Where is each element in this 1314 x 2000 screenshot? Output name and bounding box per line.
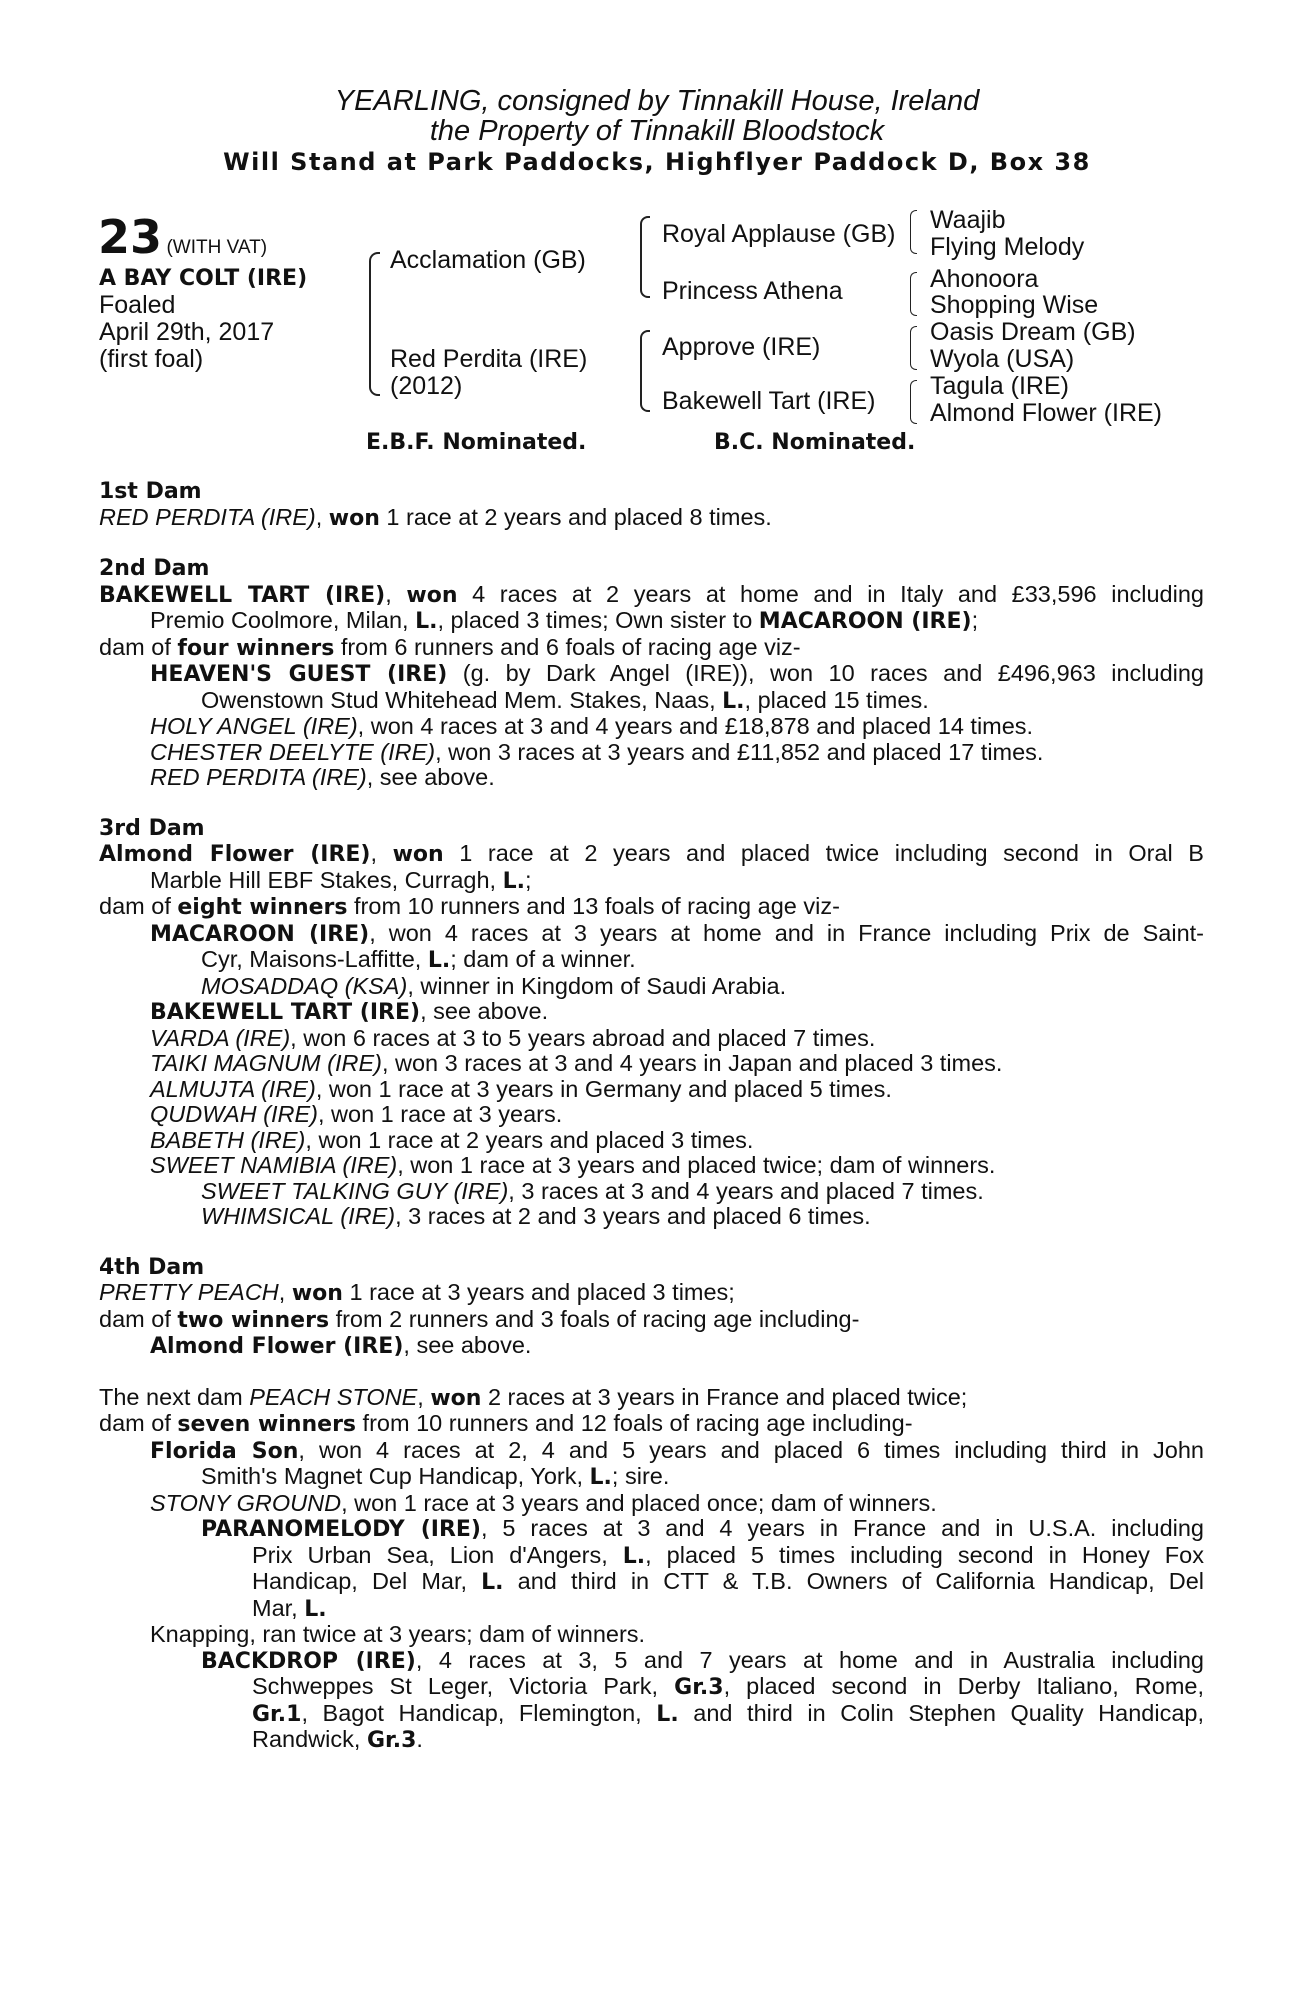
winners-count: seven winners xyxy=(177,1412,357,1437)
progeny-text: ; dam of a winner. xyxy=(450,946,636,972)
next-dam-text: 2 races at 3 years in France and placed twice; xyxy=(481,1383,968,1410)
progeny-text: Handicap, Del Mar, xyxy=(252,1568,482,1594)
listed-mark: L. xyxy=(502,868,526,894)
third-dam-heading: 3rd Dam xyxy=(99,815,205,841)
progeny-text: Knapping, ran twice at 3 years; dam of winners. xyxy=(150,1621,646,1647)
second-dam-text: Premio Coolmore, Milan, xyxy=(150,607,416,633)
progeny-text: , placed 5 times including second in Honey Fox xyxy=(645,1541,1204,1568)
second-dam-horse: BAKEWELL TART (IRE) xyxy=(99,582,386,608)
first-dam-section: 1st Dam RED PERDITA (IRE), won 1 race at 2 years and placed 8 times. xyxy=(99,479,1204,531)
first-dam-heading: 1st Dam xyxy=(99,479,202,504)
runners-text: from 2 runners and 3 foals of racing age including- xyxy=(329,1305,860,1332)
pedigree-brace-sire xyxy=(640,216,650,298)
winners-count: four winners xyxy=(177,635,335,661)
bc-nomination: B.C. Nominated. xyxy=(714,430,916,455)
stabling-line: Will Stand at Park Paddocks, Highflyer Paddock D, Box 38 xyxy=(223,148,1091,176)
progeny-horse: CHESTER DEELYTE (IRE) xyxy=(150,738,436,765)
progeny-text: , winner in Kingdom of Saudi Arabia. xyxy=(407,972,787,999)
consignor-line: YEARLING, consigned by Tinnakill House, Ireland xyxy=(334,85,980,117)
progeny-text: , won 1 race at 3 years. xyxy=(317,1101,563,1127)
progeny-text: , see above. xyxy=(403,1332,532,1358)
fourth-dam-text: 1 race at 3 years and placed 3 times; xyxy=(342,1279,735,1305)
progeny-horse: STONY GROUND xyxy=(150,1489,342,1516)
listed-mark: L. xyxy=(589,1465,612,1490)
progeny-horse: SWEET NAMIBIA (IRE) xyxy=(150,1152,398,1178)
fourth-dam-section: 4th Dam PRETTY PEACH, won 1 race at 3 years and placed 3 times; dam of two winners from 2 runners and 3 foals of racing age including- Almond Flower (IRE), see above. xyxy=(99,1255,1204,1360)
progeny-text: , placed 15 times. xyxy=(744,686,929,713)
progeny-horse: RED PERDITA (IRE) xyxy=(150,764,367,790)
winners-count: two winners xyxy=(177,1307,330,1333)
progeny-horse: BACKDROP (IRE) xyxy=(201,1648,416,1674)
ancestor-5: Oasis Dream (GB) xyxy=(930,318,1136,346)
listed-mark: L. xyxy=(415,609,438,634)
progeny-text: , won 3 races at 3 years and £11,852 and placed 17 times. xyxy=(435,738,1044,765)
dam-name: Red Perdita (IRE) xyxy=(390,345,588,373)
lot-number: 23 xyxy=(98,210,163,264)
won-label: won xyxy=(430,1385,482,1411)
ancestor-8: Almond Flower (IRE) xyxy=(930,399,1162,427)
foaled-label: Foaled xyxy=(99,291,176,319)
lot-number-row xyxy=(98,210,267,264)
sire-sire-name: Royal Applause (GB) xyxy=(662,220,896,248)
won-label: won xyxy=(328,505,380,531)
progeny-horse: TAIKI MAGNUM (IRE) xyxy=(150,1050,382,1076)
pedigree-body xyxy=(99,479,1204,1779)
dam-sire-name: Approve (IRE) xyxy=(662,333,821,361)
third-dam-text: Marble Hill EBF Stakes, Curragh, xyxy=(150,866,503,893)
progeny-text: Prix Urban Sea, Lion d'Angers, xyxy=(252,1541,623,1568)
dam-of-label: dam of xyxy=(99,1305,178,1332)
next-dam-section xyxy=(99,1385,1204,1754)
progeny-text: (g. by Dark Angel (IRE)), won 10 races and £496,963 including xyxy=(447,660,1205,686)
progeny-text: , won 4 races at 3 and 4 years and £18,878 and placed 14 times. xyxy=(357,713,1034,739)
third-dam-horse: Almond Flower (IRE) xyxy=(99,842,371,867)
next-dam-horse: PEACH STONE xyxy=(249,1383,418,1410)
progeny-horse: PARANOMELODY (IRE) xyxy=(201,1517,481,1542)
fourth-dam-heading: 4th Dam xyxy=(99,1254,205,1280)
progeny-text: , see above. xyxy=(420,998,549,1024)
second-dam-heading: 2nd Dam xyxy=(99,556,210,581)
progeny-text: , won 4 races at 2, 4 and 5 years and placed 6 times including third in John xyxy=(298,1436,1204,1463)
punctuation: . xyxy=(416,1726,423,1752)
listed-mark: L. xyxy=(656,1701,679,1727)
dam-year: (2012) xyxy=(390,372,463,400)
pedigree-brace-g1 xyxy=(910,210,917,254)
group-mark: Gr.3 xyxy=(366,1728,417,1753)
progeny-text: , placed second in Derby Italiano, Rome, xyxy=(723,1673,1205,1699)
second-dam-text: 4 races at 2 years at home and in Italy and £33,596 including xyxy=(457,580,1204,607)
pedigree-brace-g2 xyxy=(910,272,917,316)
progeny-horse: Florida Son xyxy=(150,1438,299,1464)
progeny-text: , 5 races at 3 and 4 years in France and in U.S.A. including xyxy=(480,1515,1204,1541)
second-dam-section: 2nd Dam BAKEWELL TART (IRE), won 4 races at 2 years at home and in Italy and £33,596 including Premio Coolmore, Milan, L., placed 3 times; Own sister to MACAROON (IRE); dam of four winners from 6 runners and 6 foals of racing age viz- HEAVEN'S GUEST (IRE) (g. by Dark Angel (IRE)), won 10 races and £496,963 including Owenstown Stud Whitehead Mem. Stakes, Naas, L., placed 15 times. HOLY ANGEL (IRE), won 4 races at 3 and 4 years and £18,878 and placed 14 times. CHESTER DEELYTE (IRE), won 3 races at 3 years and £11,852 and placed 17 times. RED PERDITA (IRE), see above. xyxy=(99,556,1205,790)
runners-text: from 10 runners and 12 foals of racing age including- xyxy=(356,1410,913,1436)
progeny-horse: QUDWAH (IRE) xyxy=(150,1101,318,1127)
foal-note: (first foal) xyxy=(99,345,204,373)
progeny-text: , won 1 race at 3 years and placed once; dam of winners. xyxy=(341,1489,937,1516)
won-label: won xyxy=(406,582,458,608)
progeny-text: Cyr, Maisons-Laffitte, xyxy=(201,946,428,972)
progeny-text: Mar, xyxy=(252,1594,305,1621)
ebf-nomination: E.B.F. Nominated. xyxy=(366,430,587,455)
progeny-horse: HEAVEN'S GUEST (IRE) xyxy=(150,662,448,687)
progeny-text: Randwick, xyxy=(252,1726,367,1752)
first-dam-text: 1 race at 2 years and placed 8 times. xyxy=(379,503,772,530)
progeny-text: Owenstown Stud Whitehead Mem. Stakes, Naas, xyxy=(201,686,723,713)
progeny-horse: BAKEWELL TART (IRE) xyxy=(150,1000,421,1025)
foaled-date: April 29th, 2017 xyxy=(99,318,275,346)
dam-of-label: dam of xyxy=(99,1410,178,1436)
progeny-text: ; sire. xyxy=(611,1463,670,1489)
ancestor-2: Flying Melody xyxy=(930,233,1085,261)
property-line: the Property of Tinnakill Bloodstock xyxy=(429,115,885,147)
third-dam-text: 1 race at 2 years and placed twice including second in Oral B xyxy=(443,840,1204,866)
progeny-text: , won 4 races at 3 years at home and in France including Prix de Saint- xyxy=(369,919,1204,946)
fourth-dam-horse: PRETTY PEACH xyxy=(99,1279,279,1305)
winners-count: eight winners xyxy=(177,895,348,920)
vat-note: (WITH VAT) xyxy=(166,237,268,258)
lot-name: A BAY COLT (IRE) xyxy=(99,266,308,291)
punctuation: ; xyxy=(971,607,979,633)
progeny-horse: Almond Flower (IRE) xyxy=(150,1334,404,1359)
progeny-horse: VARDA (IRE) xyxy=(150,1024,291,1051)
next-dam-intro: The next dam xyxy=(99,1383,250,1410)
group-mark: Gr.3 xyxy=(674,1675,724,1700)
listed-mark: L. xyxy=(722,688,745,714)
progeny-text: , won 1 race at 3 years in Germany and placed 5 times. xyxy=(315,1075,892,1102)
sister-horse: MACAROON (IRE) xyxy=(758,609,972,634)
progeny-horse: WHIMSICAL (IRE) xyxy=(201,1203,396,1229)
second-dam-text: , placed 3 times; Own sister to xyxy=(437,607,759,633)
won-label: won xyxy=(392,842,444,867)
progeny-text: , won 1 race at 2 years and placed 3 times. xyxy=(305,1126,754,1153)
pedigree-brace-main xyxy=(369,252,380,396)
dam-of-label: dam of xyxy=(99,893,178,919)
progeny-text: Smith's Magnet Cup Handicap, York, xyxy=(201,1463,590,1489)
first-dam-horse: RED PERDITA (IRE) xyxy=(99,503,316,530)
ancestor-3: Ahonoora xyxy=(930,265,1039,293)
progeny-text: Schweppes St Leger, Victoria Park, xyxy=(252,1673,675,1699)
pedigree-brace-g3 xyxy=(910,326,917,370)
progeny-horse: ALMUJTA (IRE) xyxy=(150,1075,316,1102)
progeny-text: , 3 races at 3 and 4 years and placed 7 times. xyxy=(508,1177,984,1204)
dam-dam-name: Bakewell Tart (IRE) xyxy=(662,387,876,415)
progeny-text: , see above. xyxy=(366,764,495,790)
listed-mark: L. xyxy=(481,1570,504,1595)
progeny-text: , 3 races at 2 and 3 years and placed 6 times. xyxy=(395,1203,871,1229)
pedigree-brace-g4 xyxy=(910,380,917,424)
progeny-horse: MOSADDAQ (KSA) xyxy=(201,972,408,999)
progeny-horse: HOLY ANGEL (IRE) xyxy=(150,713,358,739)
punctuation: ; xyxy=(525,866,532,893)
ancestor-6: Wyola (USA) xyxy=(930,345,1075,373)
punctuation: , xyxy=(417,1383,431,1410)
dam-of-label: dam of xyxy=(99,633,178,660)
progeny-text: , won 1 race at 3 years and placed twice; dam of winners. xyxy=(397,1152,996,1178)
progeny-text: and third in Colin Stephen Quality Handicap, xyxy=(678,1699,1205,1726)
sire-name: Acclamation (GB) xyxy=(390,246,586,274)
progeny-horse: SWEET TALKING GUY (IRE) xyxy=(201,1177,509,1204)
progeny-text: , 4 races at 3, 5 and 7 years at home and in Australia including xyxy=(415,1646,1204,1673)
listed-mark: L. xyxy=(304,1596,327,1622)
listed-mark: L. xyxy=(622,1543,646,1569)
progeny-text: , Bagot Handicap, Flemington, xyxy=(301,1699,657,1726)
progeny-text: and third in CTT & T.B. Owners of California Handicap, Del xyxy=(503,1568,1204,1594)
won-label: won xyxy=(291,1281,343,1306)
sire-dam-name: Princess Athena xyxy=(662,277,843,305)
progeny-text: , won 6 races at 3 to 5 years abroad and placed 7 times. xyxy=(290,1024,876,1051)
pedigree-brace-dam xyxy=(640,330,650,412)
runners-text: from 6 runners and 6 foals of racing age viz- xyxy=(334,633,801,660)
listed-mark: L. xyxy=(427,948,451,973)
ancestor-1: Waajib xyxy=(930,206,1006,234)
progeny-horse: MACAROON (IRE) xyxy=(150,921,370,947)
progeny-horse: BABETH (IRE) xyxy=(150,1126,306,1153)
progeny-text: , won 3 races at 3 and 4 years in Japan and placed 3 times. xyxy=(381,1050,1003,1076)
third-dam-section: 3rd Dam Almond Flower (IRE), won 1 race at 2 years and placed twice including second in Oral B Marble Hill EBF Stakes, Curragh, L.; dam of eight winners from 10 runners and 13 foals of racing age viz- MACAROON (IRE), won 4 races at 3 years at home and in France including Prix de Saint- Cyr, Maisons-Laffitte, L.; dam of a winner. MOSADDAQ (KSA), winner in Kingdom of Saudi Arabia. BAKEWELL TART (IRE), see above. VARDA (IRE), won 6 races at 3 to 5 years abroad and placed 7 times. TAIKI MAGNUM (IRE), won 3 races at 3 and 4 years in Japan and placed 3 times. ALMUJTA (IRE), won 1 race at 3 years in Germany and placed 5 times. QUDWAH (IRE), won 1 race at 3 years. BABETH (IRE), won 1 race at 2 years and placed 3 times. SWEET NAMIBIA (IRE), won 1 race at 3 years and placed twice; dam of winners. SWEET TALKING GUY (IRE), 3 races at 3 and 4 years and placed 7 times. WHIMSICAL (IRE), 3 races at 2 and 3 years and placed 6 times. xyxy=(99,815,1204,1229)
runners-text: from 10 runners and 13 foals of racing age viz- xyxy=(347,893,840,919)
ancestor-4: Shopping Wise xyxy=(930,291,1099,319)
group-mark: Gr.1 xyxy=(252,1701,302,1727)
ancestor-7: Tagula (IRE) xyxy=(930,372,1069,400)
